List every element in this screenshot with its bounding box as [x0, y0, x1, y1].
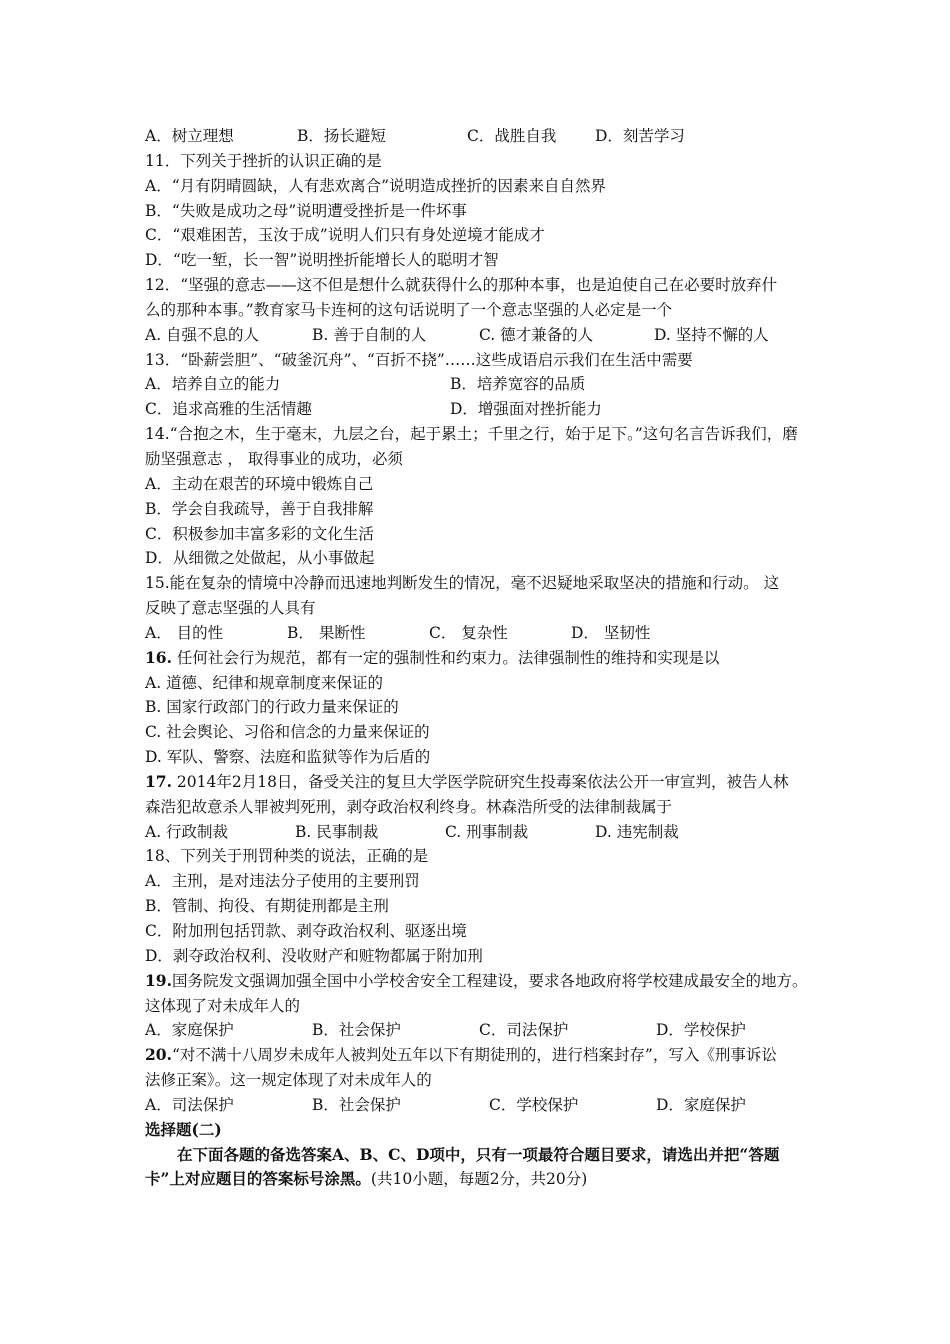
q15-stem-line2: 反映了意志坚强的人具有	[145, 599, 316, 618]
q20-option-c: C．学校保护	[489, 1095, 579, 1114]
q11-option-a: A．“月有阴晴圆缺，人有悲欢离合”说明造成挫折的因素来自自然界	[145, 176, 607, 195]
q17-option-d: D. 违宪制裁	[595, 822, 679, 841]
q10-options	[145, 124, 850, 149]
q14-stem-line2: 励坚强意志 ， 取得事业的成功，必须	[145, 449, 403, 468]
section2-instruction-rest: (共10小题，每题2分，共20分)	[370, 1170, 588, 1189]
q17-options	[145, 820, 850, 845]
q18-stem: 18、下列关于刑罚种类的说法，正确的是	[145, 847, 429, 866]
q20-option-a: A．司法保护	[145, 1095, 234, 1114]
q14-option-b: B．学会自我疏导，善于自我排解	[145, 499, 374, 518]
section2-instruction-line2	[145, 1167, 850, 1192]
q19-options	[145, 1018, 850, 1043]
q12-options	[145, 323, 850, 348]
q10-option-d: D．刻苦学习	[595, 127, 685, 145]
q11-option-b: B．“失败是成功之母”说明遭受挫折是一件坏事	[145, 201, 467, 220]
q14-option-d: D．从细微之处做起，从小事做起	[145, 549, 375, 568]
q13-option-d: D．增强面对挫折能力	[450, 400, 602, 419]
q15-option-a: A． 目的性	[145, 623, 224, 642]
q18-option-a: A．主刑，是对违法分子使用的主要刑罚	[145, 872, 420, 891]
q19-stem-line1	[145, 969, 850, 994]
q16-option-d: D. 军队、警察、法庭和监狱等作为后盾的	[145, 748, 431, 767]
q13-option-a: A．培养自立的能力	[145, 375, 281, 394]
q14-option-c: C．积极参加丰富多彩的文化生活	[145, 524, 374, 543]
q17-stem-text: 2014年2月18日，备受关注的复旦大学医学院研究生投毒案依法公开一审宣判，被告人林	[176, 772, 789, 791]
q14-option-a: A．主动在艰苦的环境中锻炼自己	[145, 474, 374, 493]
section2-instruction-bold: 卡”上对应题目的答案标号涂黑。	[145, 1169, 371, 1189]
section2-instruction-line1: 在下面各题的备选答案A、B、C、D项中，只有一项最符合题目要求，请选出并把“答题	[177, 1144, 780, 1164]
q16-stem	[145, 646, 850, 671]
q20-number: 20.	[145, 1045, 172, 1065]
q13-options-row1	[145, 372, 850, 397]
q19-stem-text: 国务院发文强调加强全国中小学校舍安全工程建设，要求各地政府将学校建成最安全的地方。	[171, 971, 808, 990]
q16-option-c: C. 社会舆论、习俗和信念的力量来保证的	[145, 723, 430, 742]
q13-options-row2	[145, 397, 850, 422]
q11-option-c: C．“艰难困苦，玉汝于成”说明人们只有身处逆境才能成才	[145, 226, 545, 245]
q12-option-d: D. 坚持不懈的人	[654, 325, 769, 344]
q15-option-b: B． 果断性	[287, 623, 366, 642]
q20-option-b: B．社会保护	[312, 1095, 401, 1114]
q15-option-d: D． 坚韧性	[571, 623, 651, 642]
q19-option-a: A．家庭保护	[145, 1021, 234, 1040]
q18-option-c: C．附加刑包括罚款、剥夺政治权利、驱逐出境	[145, 922, 467, 940]
q10-option-b: B．扬长避短	[297, 127, 386, 145]
q13-stem: 13．“卧薪尝胆”、“破釜沉舟”、“百折不挠”……这些成语启示我们在生活中需要	[145, 350, 693, 369]
q12-stem-line1: 12．“坚强的意志——这不但是想什么就获得什么的那种本事，也是迫使自己在必要时放弃什	[145, 276, 778, 295]
q17-stem-line2: 森浩犯故意杀人罪被判死刑，剥夺政治权利终身。林森浩所受的法律制裁属于	[145, 797, 673, 816]
q19-option-d: D．学校保护	[656, 1021, 746, 1040]
q11-option-d: D．“吃一堑，长一智”说明挫折能增长人的聪明才智	[145, 251, 499, 270]
q11-stem: 11．下列关于挫折的认识正确的是	[145, 151, 382, 170]
q19-stem-line2: 这体现了对未成年人的	[145, 996, 301, 1015]
q16-option-a: A. 道德、纪律和规章制度来保证的	[145, 673, 384, 692]
q17-stem-line1	[145, 770, 850, 795]
q20-options	[145, 1093, 850, 1118]
q10-option-a: A．树立理想	[145, 127, 234, 145]
q12-stem-line2: 么的那种本事。”教育家马卡连柯的这句话说明了一个意志坚强的人必定是一个	[145, 300, 673, 319]
q15-options	[145, 621, 850, 646]
q20-stem-line1	[145, 1043, 850, 1068]
q17-option-b: B. 民事制裁	[295, 822, 379, 841]
q18-option-d: D．剥夺政治权利、没收财产和赃物都属于附加刑	[145, 946, 483, 965]
q16-stem-text: 任何社会行为规范，都有一定的强制性和约束力。法律强制性的维持和实现是以	[176, 648, 720, 667]
exam-page	[145, 124, 850, 1192]
q20-stem-text: “对不满十八周岁未成年人被判处五年以下有期徒刑的，进行档案封存”，写入《刑事诉讼	[171, 1046, 777, 1065]
q19-option-c: C．司法保护	[479, 1021, 569, 1040]
q18-option-b: B．管制、拘役、有期徒刑都是主刑	[145, 897, 389, 916]
q20-option-d: D．家庭保护	[656, 1095, 746, 1114]
q20-stem-line2: 法修正案》。这一规定体现了对未成年人的	[145, 1071, 432, 1090]
section2-title: 选择题(二)	[145, 1119, 222, 1139]
q10-option-c: C．战胜自我	[467, 127, 557, 145]
q19-option-b: B．社会保护	[312, 1021, 401, 1040]
q12-option-b: B. 善于自制的人	[312, 325, 427, 344]
q17-option-c: C. 刑事制裁	[445, 822, 529, 841]
q13-option-b: B．培养宽容的品质	[450, 375, 586, 394]
q16-number: 16.	[145, 647, 172, 667]
q13-option-c: C．追求高雅的生活情趣	[145, 400, 312, 419]
q12-option-c: C. 德才兼备的人	[479, 325, 594, 344]
q14-stem-line1: 14.“合抱之木，生于毫末，九层之台，起于累土；千里之行，始于足下。”这句名言告诉我们，磨	[145, 425, 798, 444]
q17-number: 17.	[145, 771, 172, 791]
q17-option-a: A. 行政制裁	[145, 822, 229, 841]
q16-option-b: B. 国家行政部门的行政力量来保证的	[145, 698, 399, 717]
q15-option-c: C． 复杂性	[429, 623, 508, 642]
q19-number: 19.	[145, 970, 172, 990]
q15-stem-line1: 15.能在复杂的情境中冷静而迅速地判断发生的情况，毫不迟疑地采取坚决的措施和行动。 这	[145, 574, 780, 593]
q12-option-a: A. 自强不息的人	[145, 325, 260, 344]
